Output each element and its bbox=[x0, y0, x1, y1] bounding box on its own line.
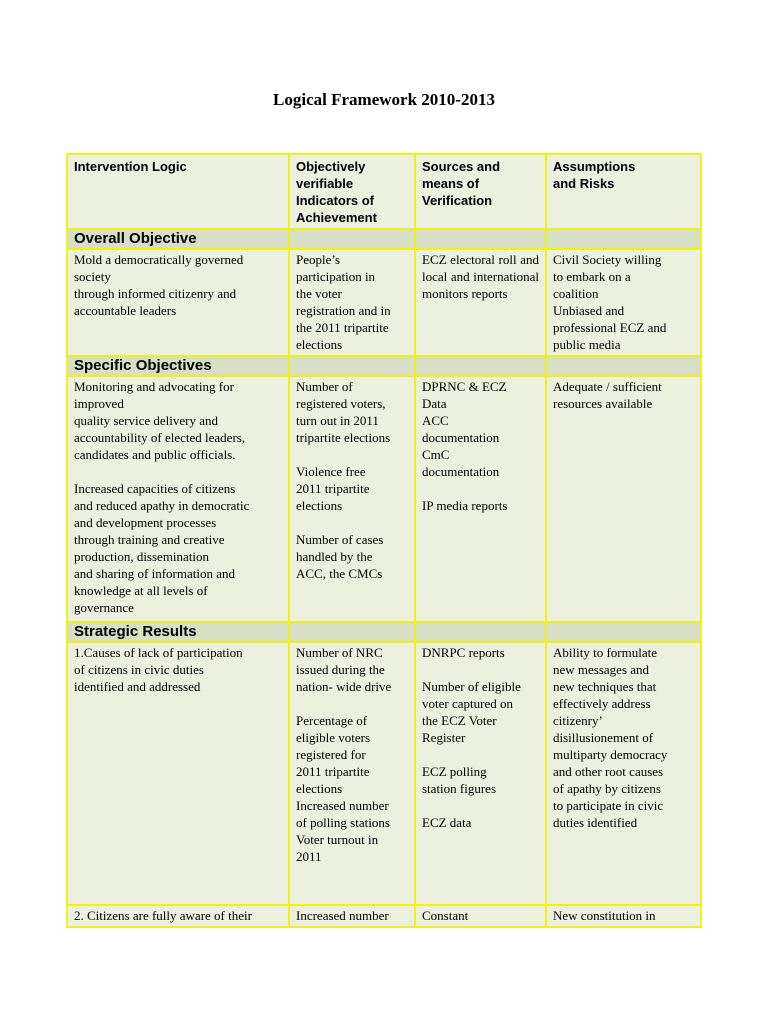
section-empty-cell bbox=[546, 356, 701, 376]
cell-indicators: Number of registered voters, turn out in 2011 tripartite elections Violence free 2011 tripartite elections Number of cases handled by the ACC, the CMCs bbox=[289, 376, 415, 622]
section-empty-cell bbox=[546, 622, 701, 642]
section-empty-cell bbox=[415, 229, 546, 249]
table-row-specific bbox=[67, 376, 701, 622]
header-assumptions: Assumptions and Risks bbox=[546, 154, 701, 229]
cell-assumptions: Adequate / sufficient resources available bbox=[546, 376, 701, 622]
cell-assumptions: Ability to formulate new messages and new techniques that effectively address citizenry’ disillusionement of multiparty democracy and other root causes of apathy by citizens to participate in civic duties identified bbox=[546, 642, 701, 905]
section-row-strategic bbox=[67, 622, 701, 642]
section-empty-cell bbox=[415, 622, 546, 642]
header-indicators: Objectively verifiable Indicators of Achievement bbox=[289, 154, 415, 229]
cell-indicators: People’s participation in the voter registration and in the 2011 tripartite elections bbox=[289, 249, 415, 356]
table-row-strategic-1 bbox=[67, 642, 701, 905]
cell-sources: DPRNC & ECZ Data ACC documentation CmC documentation IP media reports bbox=[415, 376, 546, 622]
cell-indicators: Number of NRC issued during the nation- wide drive Percentage of eligible voters registered for 2011 tripartite elections Increased number of polling stations Voter turnout in 2011 bbox=[289, 642, 415, 905]
cell-sources: Constant bbox=[415, 905, 546, 927]
cell-sources: DNRPC reports Number of eligible voter captured on the ECZ Voter Register ECZ polling station figures ECZ data bbox=[415, 642, 546, 905]
section-title-overall-objective: Overall Objective bbox=[67, 229, 289, 249]
table-row-overall bbox=[67, 249, 701, 356]
section-empty-cell bbox=[415, 356, 546, 376]
table-row-strategic-2 bbox=[67, 905, 701, 927]
header-sources: Sources and means of Verification bbox=[415, 154, 546, 229]
section-empty-cell bbox=[289, 356, 415, 376]
section-row-specific bbox=[67, 356, 701, 376]
cell-sources: ECZ electoral roll and local and international monitors reports bbox=[415, 249, 546, 356]
cell-logic: 2. Citizens are fully aware of their bbox=[67, 905, 289, 927]
cell-assumptions: Civil Society willing to embark on a coalition Unbiased and professional ECZ and public media bbox=[546, 249, 701, 356]
cell-logic: Monitoring and advocating for improved quality service delivery and accountability of elected leaders, candidates and public officials. Increased capacities of citizens and reduced apathy in democratic and development processes through training and creative production, dissemination and sharing of information and knowledge at all levels of governance bbox=[67, 376, 289, 622]
cell-logic: 1.Causes of lack of participation of citizens in civic duties identified and addressed bbox=[67, 642, 289, 905]
header-row bbox=[67, 154, 701, 229]
section-empty-cell bbox=[546, 229, 701, 249]
section-row-overall bbox=[67, 229, 701, 249]
header-intervention-logic: Intervention Logic bbox=[67, 154, 289, 229]
cell-assumptions: New constitution in bbox=[546, 905, 701, 927]
section-title-specific-objectives: Specific Objectives bbox=[67, 356, 289, 376]
section-empty-cell bbox=[289, 622, 415, 642]
section-title-strategic-results: Strategic Results bbox=[67, 622, 289, 642]
cell-indicators: Increased number bbox=[289, 905, 415, 927]
cell-logic: Mold a democratically governed society through informed citizenry and accountable leaders bbox=[67, 249, 289, 356]
section-empty-cell bbox=[289, 229, 415, 249]
logical-framework-table bbox=[66, 153, 702, 928]
document-title: Logical Framework 2010-2013 bbox=[273, 90, 495, 109]
